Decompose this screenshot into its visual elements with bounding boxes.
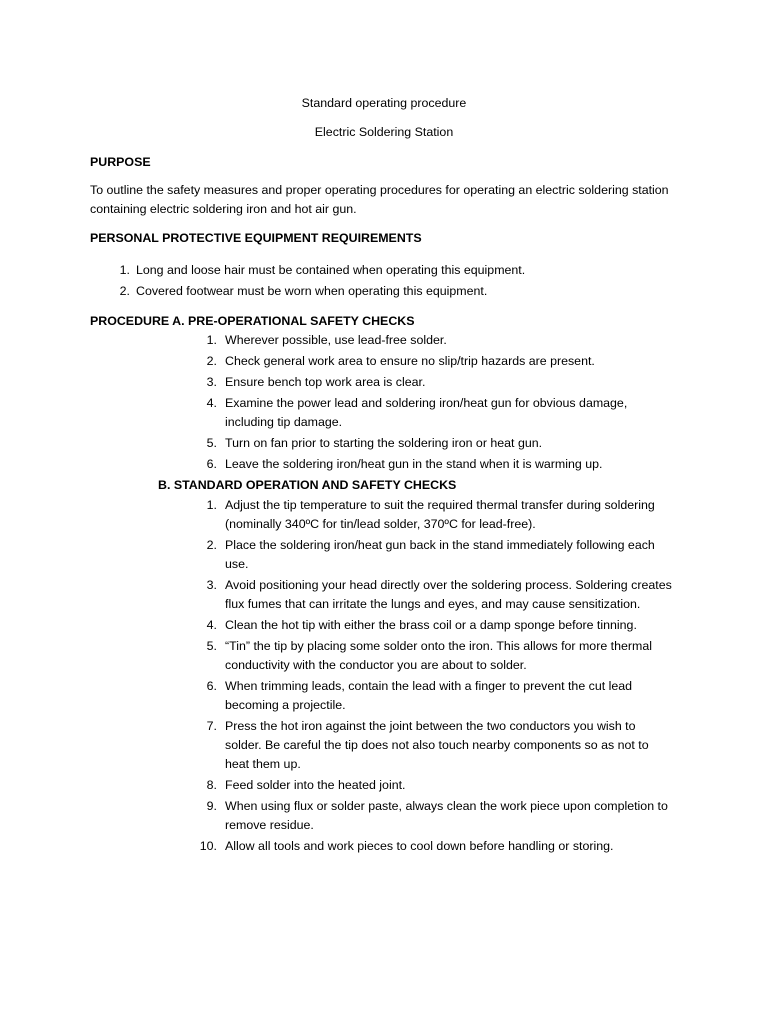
list-text: Avoid positioning your head directly over the soldering process. Soldering creates flux fumes that can irritate the lungs and eyes, and may cause sensitization. [225,578,672,611]
list-text: Adjust the tip temperature to suit the required thermal transfer during soldering (nominally 340ºC for tin/lead solder, 370ºC for lead-free). [225,498,655,531]
list-item [206,496,675,534]
list-text: When trimming leads, contain the lead with a finger to prevent the cut lead becoming a projectile. [225,679,633,712]
list-number: 5. [206,436,217,450]
list-text: Clean the hot tip with either the brass coil or a damp sponge before tinning. [225,618,637,632]
list-text: Long and loose hair must be contained when operating this equipment. [136,263,526,277]
list-text: Feed solder into the heated joint. [225,778,406,792]
list-text: Turn on fan prior to starting the soldering iron or heat gun. [225,436,543,450]
list-number: 1. [206,498,217,512]
list-item [206,776,675,795]
list-item [206,677,675,715]
list-item [206,455,675,474]
procedure-heading: PROCEDURE A. PRE-OPERATIONAL SAFETY CHECKS [90,314,415,328]
list-number: 10. [199,839,217,853]
list-number: 7. [206,719,217,733]
list-text: Place the soldering iron/heat gun back in the stand immediately following each use. [225,538,655,571]
list-number: 3. [206,578,217,592]
purpose-text: To outline the safety measures and proper operating procedures for operating an electric soldering station containing electric soldering iron and hot air gun. [90,183,669,216]
list-item [206,616,675,635]
document-title: Standard operating procedure [301,96,467,110]
list-item [206,797,675,835]
list-item [206,352,675,371]
list-text: Examine the power lead and soldering iron/heat gun for obvious damage, including tip damage. [225,396,628,429]
list-item [206,373,675,392]
list-text: Allow all tools and work pieces to cool down before handling or storing. [225,839,614,853]
list-text: Covered footwear must be worn when operating this equipment. [136,284,488,298]
section-b-heading: B. STANDARD OPERATION AND SAFETY CHECKS [158,478,457,492]
list-number: 3. [206,375,217,389]
list-item [206,717,675,774]
list-item [206,536,675,574]
list-number: 2. [119,284,130,298]
list-item [206,394,675,432]
list-text: Leave the soldering iron/heat gun in the stand when it is warming up. [225,457,603,471]
purpose-heading: PURPOSE [90,155,151,169]
list-number: 4. [206,396,217,410]
list-item [199,837,675,856]
ppe-list [119,261,696,303]
list-text: Wherever possible, use lead-free solder. [225,333,447,347]
list-text: Check general work area to ensure no slip/trip hazards are present. [225,354,595,368]
list-text: “Tin” the tip by placing some solder onto the iron. This allows for more thermal conductivity with the conductor you are about to solder. [225,639,652,672]
list-text: When using flux or solder paste, always clean the work piece upon completion to remove residue. [225,799,668,832]
list-item [206,434,675,453]
list-number: 2. [206,354,217,368]
list-number: 6. [206,679,217,693]
list-item [119,282,696,301]
list-number: 9. [206,799,217,813]
list-number: 6. [206,457,217,471]
list-item [206,331,675,350]
list-number: 1. [206,333,217,347]
list-number: 2. [206,538,217,552]
list-number: 5. [206,639,217,653]
list-text: Ensure bench top work area is clear. [225,375,426,389]
list-item [206,637,675,675]
section-b-list [199,496,675,858]
section-a-list [206,331,675,476]
list-text: Press the hot iron against the joint between the two conductors you wish to solder. Be careful the tip does not also touch nearby components so as not to heat them up. [225,719,649,771]
list-number: 8. [206,778,217,792]
list-number: 1. [119,263,130,277]
document-subtitle: Electric Soldering Station [314,125,454,139]
list-item [119,261,696,280]
ppe-heading: PERSONAL PROTECTIVE EQUIPMENT REQUIREMENTS [90,231,422,245]
list-number: 4. [206,618,217,632]
list-item [206,576,675,614]
